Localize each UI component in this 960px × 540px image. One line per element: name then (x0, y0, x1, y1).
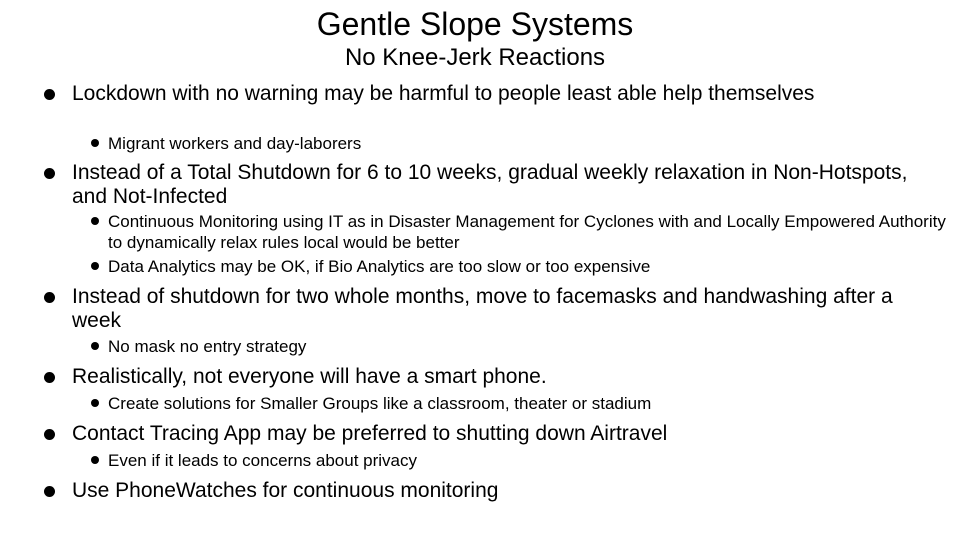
bullet-text: Realistically, not everyone will have a smart phone. (72, 365, 547, 388)
bullet-text: Even if it leads to concerns about privacy (108, 451, 417, 470)
bullet-dot-icon (44, 486, 55, 497)
sub-bullet-item (44, 336, 948, 357)
sub-bullet-item (44, 450, 948, 471)
bullet-text: Instead of a Total Shutdown for 6 to 10 weeks, gradual weekly relaxation in Non-Hotspots, and Not-Infected (72, 161, 908, 208)
slide-subtitle: No Knee-Jerk Reactions (344, 44, 606, 71)
bullet-text: Instead of shutdown for two whole months, move to facemasks and handwashing after a week (72, 285, 893, 332)
bullet-item (44, 422, 912, 446)
bullet-dot-icon (44, 168, 55, 179)
bullet-text: Use PhoneWatches for continuous monitoring (72, 479, 499, 502)
bullet-item (44, 285, 912, 333)
bullet-dot-icon (44, 372, 55, 383)
slide-title: Gentle Slope Systems (316, 6, 634, 42)
bullet-dot-icon (44, 429, 55, 440)
bullet-text: Lockdown with no warning may be harmful to people least able help themselves (72, 82, 815, 105)
bullet-item (44, 82, 912, 106)
bullet-dot-icon (91, 399, 99, 407)
bullet-dot-icon (44, 292, 55, 303)
bullet-dot-icon (91, 456, 99, 464)
bullet-item (44, 479, 912, 503)
bullet-dot-icon (44, 89, 55, 100)
sub-bullet-item (44, 256, 948, 277)
bullet-item (44, 365, 912, 389)
bullet-text: No mask no entry strategy (108, 337, 307, 356)
bullet-dot-icon (91, 217, 99, 225)
bullet-text: Data Analytics may be OK, if Bio Analytics are too slow or too expensive (108, 257, 651, 276)
bullet-text: Migrant workers and day-laborers (108, 134, 362, 153)
bullet-text: Contact Tracing App may be preferred to shutting down Airtravel (72, 422, 668, 445)
bullet-item (44, 161, 912, 209)
sub-bullet-item (44, 393, 948, 414)
bullet-text: Create solutions for Smaller Groups like a classroom, theater or stadium (108, 394, 652, 413)
bullet-dot-icon (91, 342, 99, 350)
sub-bullet-item (44, 133, 948, 154)
sub-bullet-item (44, 211, 948, 253)
bullet-dot-icon (91, 139, 99, 147)
bullet-dot-icon (91, 262, 99, 270)
bullet-text: Continuous Monitoring using IT as in Disaster Management for Cyclones with and Locally Empowered Authority to dynamically relax rules local would be better (108, 212, 946, 252)
